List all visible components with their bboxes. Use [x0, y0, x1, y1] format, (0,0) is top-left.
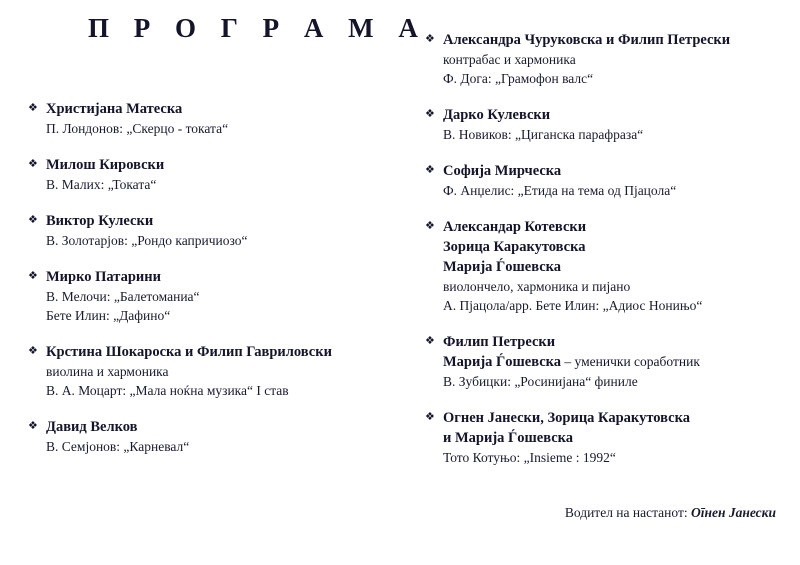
program-entry — [28, 155, 408, 194]
program-detail: контрабас и хармоника — [443, 52, 576, 67]
performer-name-text: Филип Петрески — [443, 334, 556, 350]
diamond-bullet-icon: ❖ — [28, 345, 38, 357]
performer-name — [46, 342, 408, 362]
program-entry — [425, 161, 795, 200]
performer-name-text: Зорица Каракутовска — [443, 239, 586, 255]
performer-name — [443, 408, 795, 428]
program-detail: Тото Котуњо: „Insieme : 1992“ — [443, 450, 616, 465]
performer-name — [443, 217, 795, 237]
program-entry — [28, 342, 408, 400]
diamond-bullet-icon: ❖ — [28, 214, 38, 226]
program-entry — [425, 30, 795, 88]
program-detail: В. Золотарјов: „Рондо капричиозо“ — [46, 233, 248, 248]
program-detail: Ф. Дога: „Грамофон валс“ — [443, 71, 594, 86]
program-column-left — [28, 99, 408, 456]
page-title: П Р О Г Р А М А — [88, 13, 427, 43]
program-detail: виолина и хармоника — [46, 364, 169, 379]
program-detail: В. Семјонов: „Карневал“ — [46, 439, 190, 454]
footer-label: Водител на настанот: — [564, 505, 688, 520]
performer-name-text: Александра Чуруковска и Филип Петрески — [443, 32, 731, 48]
program-detail: Бете Илин: „Дафино“ — [46, 308, 171, 323]
performer-name-text: Милош Кировски — [46, 157, 165, 173]
program-detail: В. А. Моцарт: „Мала ноќна музика“ I став — [46, 383, 289, 398]
performer-name — [443, 105, 795, 125]
diamond-bullet-icon: ❖ — [425, 411, 435, 423]
program-entry — [28, 417, 408, 456]
program-entry — [425, 408, 795, 467]
performer-name-text: Крстина Шокароска и Филип Гавриловски — [46, 344, 332, 360]
program-detail: В. Малих: „Токата“ — [46, 177, 157, 192]
performer-name — [443, 428, 795, 448]
performer-name — [443, 30, 795, 50]
performer-name — [46, 211, 408, 231]
program-column-right — [425, 30, 795, 467]
performer-name — [443, 257, 795, 277]
performer-name-text: и Марија Ѓошевска — [443, 430, 574, 446]
performer-name — [443, 237, 795, 257]
performer-name — [46, 417, 408, 437]
diamond-bullet-icon: ❖ — [425, 220, 435, 232]
diamond-bullet-icon: ❖ — [28, 420, 38, 432]
diamond-bullet-icon: ❖ — [28, 270, 38, 282]
diamond-bullet-icon: ❖ — [425, 108, 435, 120]
program-entry — [28, 211, 408, 250]
program-detail: виолончело, хармоника и пијано — [443, 279, 631, 294]
performer-name-text: Марија Ѓошевска — [443, 354, 562, 370]
performer-name-text: Виктор Кулески — [46, 213, 154, 229]
program-entry — [28, 267, 408, 325]
performer-name — [46, 155, 408, 175]
performer-name-text: Христијана Матеска — [46, 101, 183, 117]
program-entry — [425, 332, 795, 391]
program-detail: В. Новиков: „Циганска парафраза“ — [443, 127, 644, 142]
performer-name — [443, 161, 795, 181]
performer-name-text: Софија Мирческа — [443, 163, 562, 179]
performer-name-text: Дарко Кулевски — [443, 107, 551, 123]
program-detail: Ф. Анџелис: „Етида на тема од Пјацола“ — [443, 183, 677, 198]
diamond-bullet-icon: ❖ — [28, 102, 38, 114]
performer-name-text: Давид Велков — [46, 419, 138, 435]
program-entry — [425, 217, 795, 315]
diamond-bullet-icon: ❖ — [425, 164, 435, 176]
diamond-bullet-icon: ❖ — [28, 158, 38, 170]
performer-name — [46, 267, 408, 287]
program-detail: В. Мелочи: „Балетоманиа“ — [46, 289, 200, 304]
footer-host-line — [565, 505, 776, 521]
performer-name — [443, 332, 795, 352]
program-detail: П. Лондонов: „Скерцо - токата“ — [46, 121, 229, 136]
performer-name-text: Мирко Патарини — [46, 269, 161, 285]
footer-host-name: Огнен Јанески — [690, 505, 776, 520]
diamond-bullet-icon: ❖ — [425, 335, 435, 347]
program-entry — [28, 99, 408, 138]
program-entry — [425, 105, 795, 144]
performer-role: – уменички соработник — [561, 354, 700, 369]
program-detail: В. Зубицки: „Росинијана“ финиле — [443, 374, 638, 389]
diamond-bullet-icon: ❖ — [425, 33, 435, 45]
program-detail: А. Пјацола/арр. Бете Илин: „Адиос Нонињо“ — [443, 298, 703, 313]
performer-name — [443, 352, 795, 372]
performer-name-text: Огнен Јанески, Зорица Каракутовска — [443, 410, 690, 426]
performer-name-text: Александар Котевски — [443, 219, 587, 235]
performer-name-text: Марија Ѓошевска — [443, 259, 562, 275]
performer-name — [46, 99, 408, 119]
